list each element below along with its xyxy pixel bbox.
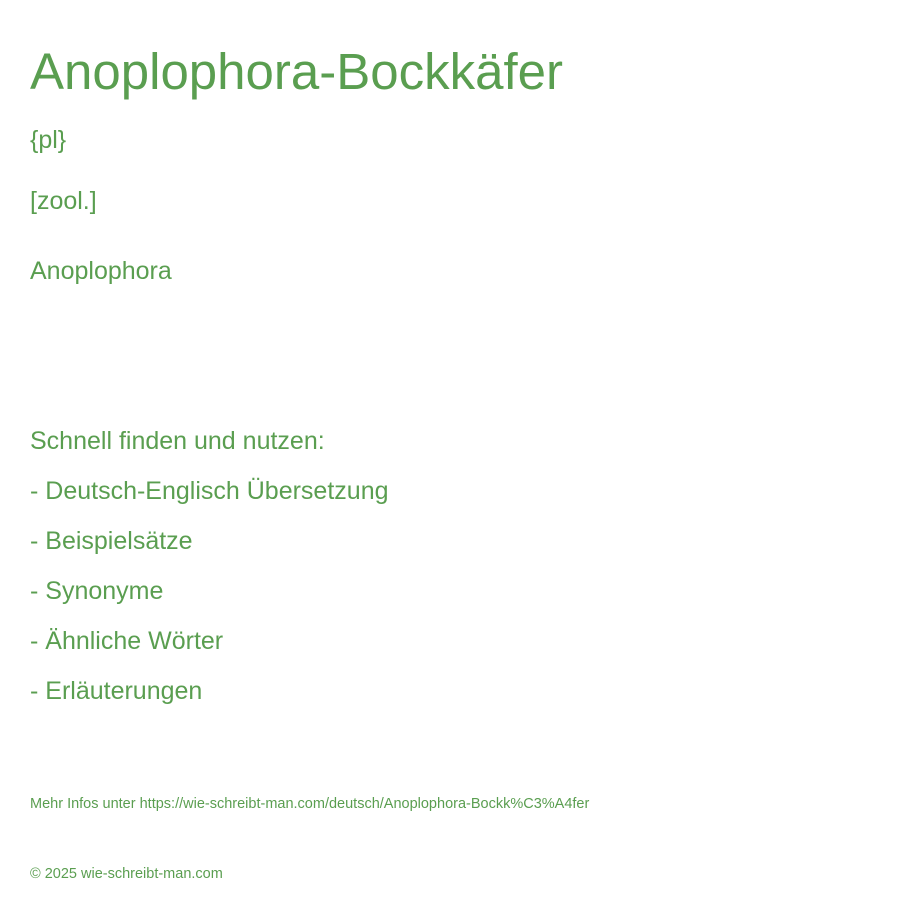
grammar-tag: {pl} bbox=[30, 126, 67, 154]
domain-tag: [zool.] bbox=[30, 187, 97, 215]
quick-item-translation: - Deutsch-Englisch Übersetzung bbox=[30, 477, 389, 505]
quick-item-similar-words: - Ähnliche Wörter bbox=[30, 627, 224, 655]
copyright-text: © 2025 wie-schreibt-man.com bbox=[30, 866, 223, 882]
more-info-link[interactable]: https://wie-schreibt-man.com/deutsch/Anoplophora-Bockk%C3%A4fer bbox=[139, 796, 590, 812]
quick-item-synonyms: - Synonyme bbox=[30, 577, 164, 605]
more-info-line bbox=[30, 794, 589, 814]
translation-text: Anoplophora bbox=[30, 257, 172, 285]
page-title: Anoplophora-Bockkäfer bbox=[30, 43, 563, 100]
quick-item-examples: - Beispielsätze bbox=[30, 527, 193, 555]
quick-item-explanations: - Erläuterungen bbox=[30, 677, 203, 705]
quick-links-heading: Schnell finden und nutzen: bbox=[30, 427, 325, 455]
more-info-prefix: Mehr Infos unter bbox=[30, 796, 140, 812]
